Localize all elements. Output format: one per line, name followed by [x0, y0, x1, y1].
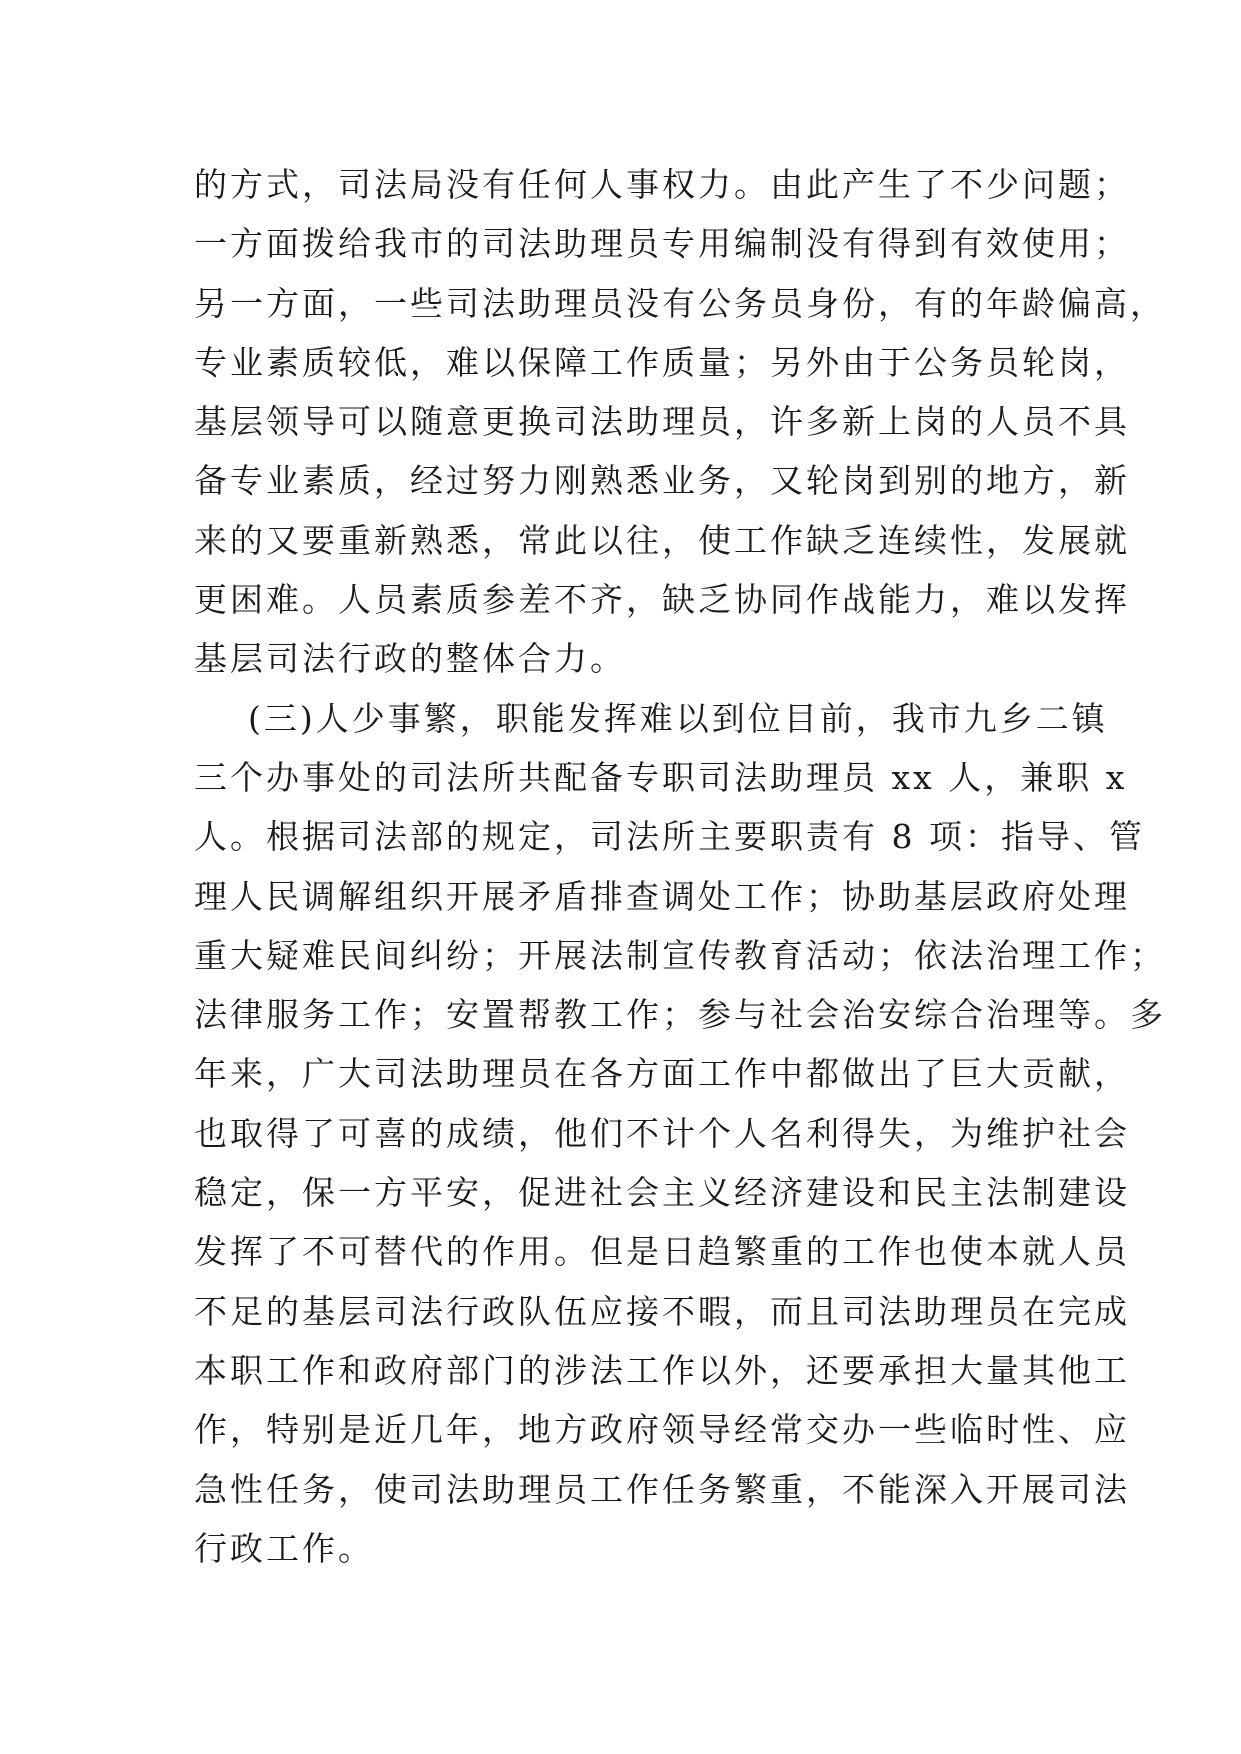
- text-line: 发挥了不可替代的作用。但是日趋繁重的工作也使本就人员: [194, 1232, 1130, 1272]
- paragraph-heading-line: (三)人少事繁，职能发挥难以到位目前，我市九乡二镇: [248, 698, 1108, 738]
- text-line: 本职工作和政府部门的涉法工作以外，还要承担大量其他工: [194, 1350, 1130, 1390]
- text-line: 法律服务工作；安置帮教工作；参与社会治安综合治理等。多: [194, 995, 1166, 1035]
- text-line: 另一方面，一些司法助理员没有公务员身份，有的年龄偏高，: [194, 283, 1166, 323]
- text-line: 也取得了可喜的成绩，他们不计个人名利得失，为维护社会: [194, 1113, 1130, 1153]
- text-line: 不足的基层司法行政队伍应接不暇，而且司法助理员在完成: [194, 1291, 1130, 1331]
- text-line: 重大疑难民间纠纷；开展法制宣传教育活动；依法治理工作；: [194, 935, 1166, 975]
- text-line: 的方式，司法局没有任何人事权力。由此产生了不少问题；: [194, 165, 1130, 204]
- text-line: 稳定，保一方平安，促进社会主义经济建设和民主法制建设: [194, 1173, 1130, 1213]
- body-text: [194, 155, 1166, 1578]
- text-line: 一方面拨给我市的司法助理员专用编制没有得到有效使用；: [194, 224, 1130, 264]
- text-line: 三个办事处的司法所共配备专职司法助理员 xx 人，兼职 x: [194, 757, 1128, 797]
- text-line: 理人民调解组织开展矛盾排查调处工作；协助基层政府处理: [194, 876, 1130, 916]
- text-line: 更困难。人员素质参差不齐，缺乏协同作战能力，难以发挥: [194, 580, 1130, 620]
- text-line: 年来，广大司法助理员在各方面工作中都做出了巨大贡献，: [194, 1054, 1130, 1094]
- text-line: 急性任务，使司法助理员工作任务繁重，不能深入开展司法: [194, 1469, 1130, 1509]
- text-line: 行政工作。: [194, 1528, 374, 1568]
- text-line: 专业素质较低，难以保障工作质量；另外由于公务员轮岗，: [194, 342, 1130, 382]
- text-line: 基层领导可以随意更换司法助理员，许多新上岗的人员不具: [194, 402, 1130, 442]
- text-line: 基层司法行政的整体合力。: [194, 639, 626, 679]
- text-line: 备专业素质，经过努力刚熟悉业务，又轮岗到别的地方，新: [194, 461, 1130, 501]
- text-line: 作，特别是近几年，地方政府领导经常交办一些临时性、应: [194, 1410, 1130, 1450]
- text-line: 人。根据司法部的规定，司法所主要职责有 8 项：指导、管: [194, 817, 1145, 857]
- text-line: 来的又要重新熟悉，常此以往，使工作缺乏连续性，发展就: [194, 520, 1130, 560]
